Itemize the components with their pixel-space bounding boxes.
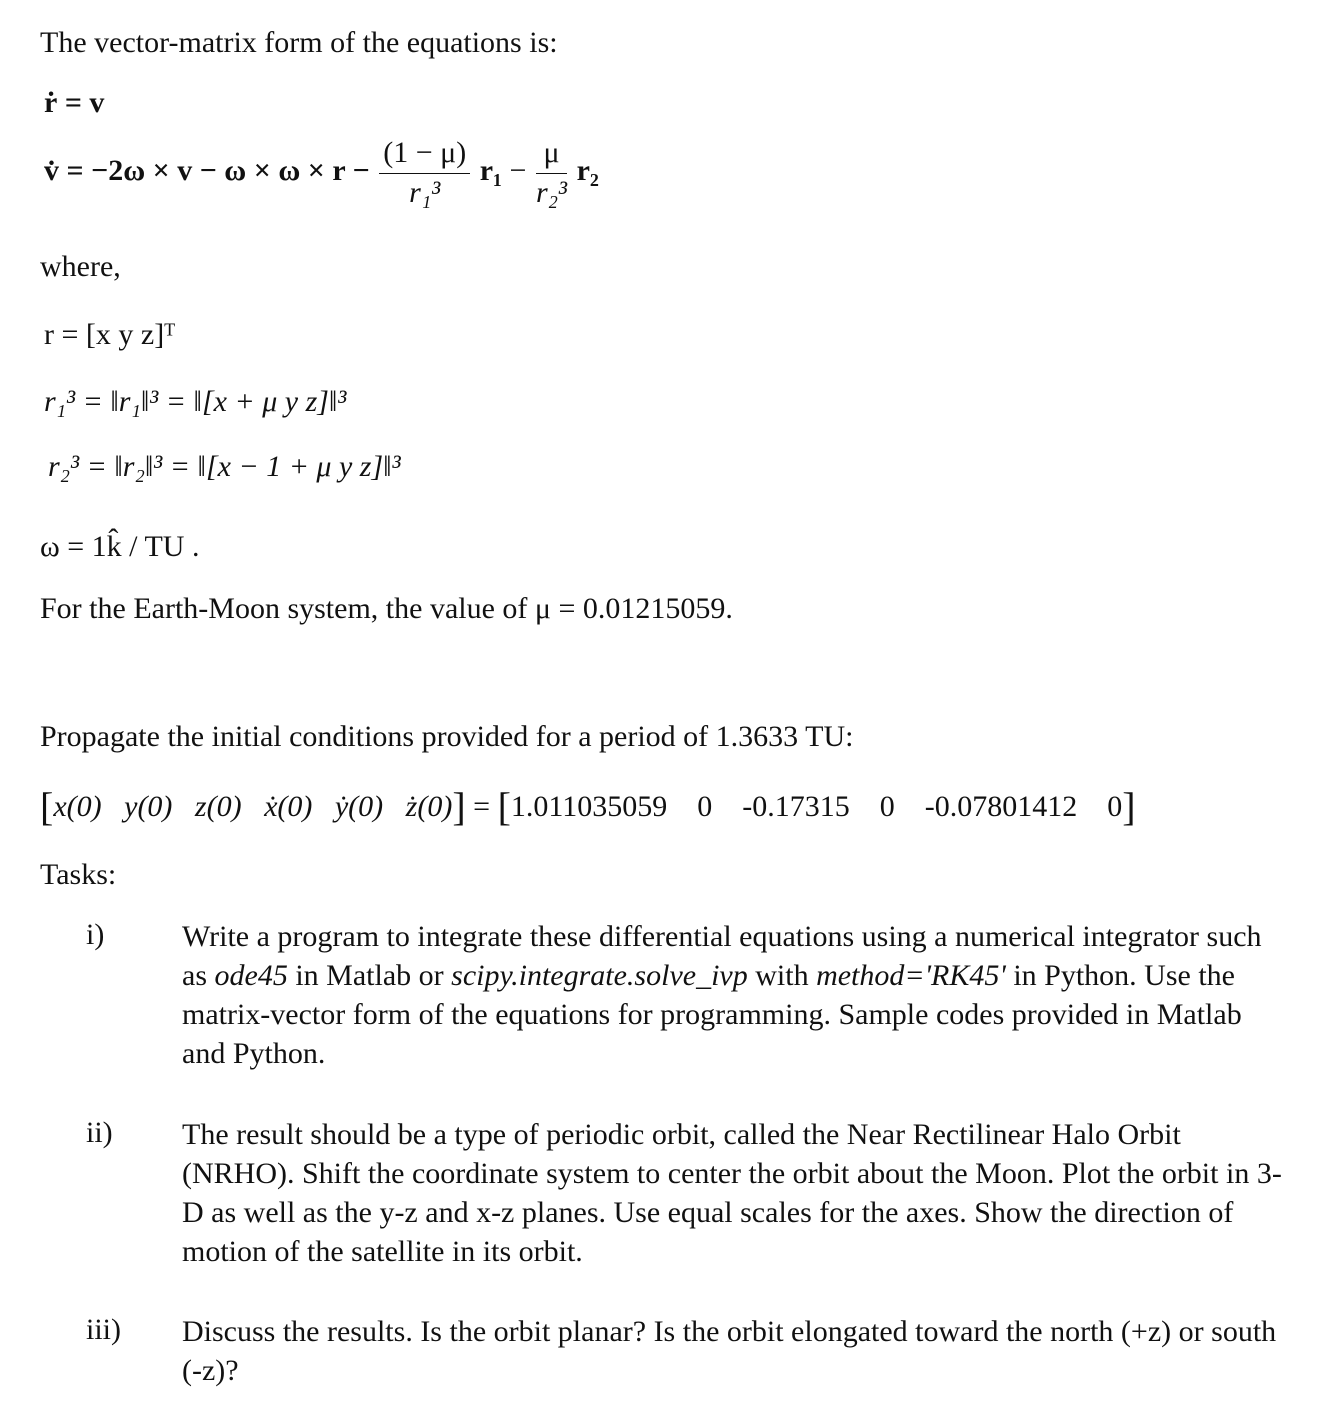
equation-v-dot xyxy=(44,136,599,210)
equation-v-dot-lhs: v̇ = −2ω × v − ω × ω × r − xyxy=(44,153,370,187)
task-1-number: i) xyxy=(86,918,105,951)
fraction-one-minus-mu xyxy=(379,136,470,210)
task-1-part-3: with xyxy=(747,959,817,992)
propagate-text: Propagate the initial conditions provided for a period of 1.3633 TU: xyxy=(40,720,854,753)
minus-sign: − xyxy=(509,153,527,187)
definition-r1-cubed: r₁³ = ‖r₁‖³ = ‖[x + μ y z]‖³ xyxy=(44,385,347,418)
omega-definition: ω = 1k̂ / TU . xyxy=(40,530,200,563)
ic-values: 1.011035059 0 -0.17315 0 -0.07801412 0 xyxy=(510,790,1123,823)
mu-sentence-text: For the Earth-Moon system, the value of xyxy=(40,592,528,625)
task-1-solve-ivp: scipy.integrate.solve_ivp xyxy=(451,959,748,992)
task-1-ode45: ode45 xyxy=(214,959,288,992)
fraction-one-minus-mu-numerator: (1 − μ) xyxy=(379,136,470,174)
task-3-text: Discuss the results. Is the orbit planar? Is the orbit elongated toward the north (+z) or south (-z)? xyxy=(182,1315,1277,1387)
initial-conditions xyxy=(40,784,1136,830)
ic-values-bracket-left: [ xyxy=(497,784,511,829)
intro-text: The vector-matrix form of the equations is: xyxy=(40,26,558,59)
task-1-text xyxy=(182,917,1292,1073)
task-2-text: The result should be a type of periodic orbit, called the Near Rectilinear Halo Orbit (NRHO). Shift the coordinate system to center the orbit about the Moon. Plot the orbit in 3-D as well as the y-z and x-z planes. Use equal scales for the axes. Show the direction of motion of the satellite in its orbit. xyxy=(182,1118,1282,1268)
task-2-number: ii) xyxy=(86,1116,113,1149)
equation-r-dot: ṙ = v xyxy=(44,86,105,119)
ic-state-vector: x(0) y(0) z(0) ẋ(0) ẏ(0) ż(0) xyxy=(53,790,453,823)
where-label: where, xyxy=(40,250,121,283)
fraction-mu-denominator: r₂³ xyxy=(535,175,568,209)
tasks-label: Tasks: xyxy=(40,858,117,891)
mu-sentence-end: . xyxy=(725,592,733,625)
mu-sentence xyxy=(40,592,733,627)
term-r2: r₂ xyxy=(576,153,599,187)
definition-r2-cubed: r₂³ = ‖r₂‖³ = ‖[x − 1 + μ y z]‖³ xyxy=(48,450,401,483)
mu-value: μ = 0.01215059 xyxy=(534,592,726,625)
task-1-part-2: in Matlab or xyxy=(287,959,452,992)
fraction-one-minus-mu-denominator: r₁³ xyxy=(409,175,441,209)
fraction-mu xyxy=(536,136,567,210)
fraction-mu-numerator: μ xyxy=(536,136,567,174)
task-1-method: method='RK45' xyxy=(816,959,1006,992)
definition-r: r = [x y z]ᵀ xyxy=(44,318,176,351)
ic-equals: = xyxy=(473,790,491,823)
task-1-part-1: Write a program to integrate these differential equations using a numerical integrator such as xyxy=(182,920,1262,992)
ic-bracket-left: [ xyxy=(40,784,54,829)
ic-bracket-right: ] xyxy=(452,784,466,829)
task-3-number: iii) xyxy=(86,1313,121,1346)
term-r1: r₁ xyxy=(479,153,503,187)
ic-values-bracket-right: ] xyxy=(1122,784,1136,829)
task-1-part-4: in Python. Use the matrix-vector form of the equations for programming. Sample codes provided in Matlab and Python. xyxy=(182,959,1242,1070)
